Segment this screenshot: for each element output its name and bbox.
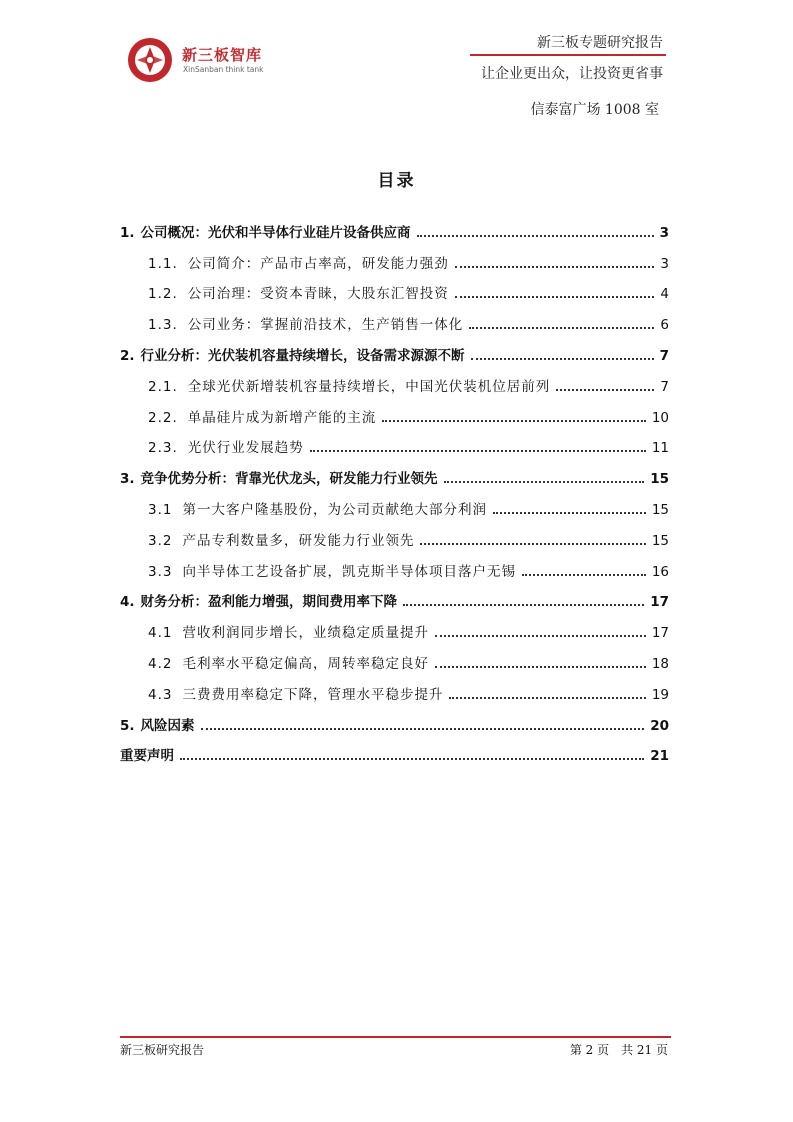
toc-item-number: 1.	[120, 224, 135, 241]
header-address: 信泰富广场 1008 室	[530, 102, 659, 118]
table-of-contents	[120, 210, 669, 764]
toc-page-number: 19	[651, 686, 669, 703]
toc-heading: 目录	[377, 171, 416, 191]
toc-page-number: 15	[650, 471, 669, 488]
toc-item-title: 第一大客户隆基股份，为公司贡献绝大部分利润	[182, 501, 487, 518]
toc-page-number: 21	[650, 748, 669, 765]
toc-page-number: 18	[651, 655, 669, 672]
toc-item-title: 向半导体工艺设备扩展，凯克斯半导体项目落户无锡	[182, 563, 516, 580]
toc-section-link[interactable]	[120, 210, 669, 241]
toc-page-number: 7	[659, 347, 669, 364]
toc-subsection-link[interactable]	[120, 672, 669, 703]
toc-item-title: 风险因素	[140, 717, 195, 734]
toc-item-number: 2.1.	[148, 378, 178, 395]
toc-item-title: 产品专利数量多，研发能力行业领先	[182, 532, 415, 549]
toc-dot-leader	[420, 543, 645, 545]
toc-item-title: 营收利润同步增长，业绩稳定质量提升	[182, 625, 429, 642]
toc-subsection-link[interactable]	[120, 518, 669, 549]
toc-item-number: 3.	[120, 471, 135, 488]
toc-item-number: 4.2	[148, 655, 173, 672]
toc-dot-leader	[455, 266, 655, 268]
toc-page-number: 17	[651, 625, 669, 642]
toc-subsection-link[interactable]	[120, 364, 669, 395]
header-divider	[470, 54, 666, 56]
toc-item-number: 1.2.	[148, 286, 178, 303]
toc-item-number: 3.3	[148, 563, 173, 580]
toc-dot-leader	[382, 420, 646, 422]
toc-item-number: 4.	[120, 594, 135, 611]
toc-item-title: 财务分析：盈利能力增强，期间费用率下降	[140, 594, 398, 611]
toc-item-title: 全球光伏新增装机容量持续增长，中国光伏装机位居前列	[187, 378, 551, 395]
toc-item-title: 公司业务：掌握前沿技术，生产销售一体化	[187, 317, 464, 334]
toc-page-number: 11	[651, 440, 669, 457]
toc-dot-leader	[417, 235, 654, 237]
toc-dot-leader	[310, 450, 646, 452]
toc-item-number: 2.2.	[148, 409, 178, 426]
toc-item-number: 1.1.	[148, 255, 178, 272]
toc-page-number: 17	[650, 594, 669, 611]
logo-subtitle: XinSanban think tank	[183, 65, 264, 74]
toc-subsection-link[interactable]	[120, 272, 669, 303]
toc-subsection-link[interactable]	[120, 610, 669, 641]
toc-item-number: 4.3	[148, 686, 173, 703]
toc-dot-leader	[556, 389, 654, 391]
toc-page-number: 15	[651, 532, 669, 549]
toc-subsection-link[interactable]	[120, 641, 669, 672]
toc-section-link[interactable]	[120, 456, 669, 487]
toc-page-number: 15	[651, 501, 669, 518]
toc-item-title: 重要声明	[120, 748, 174, 765]
toc-page-number: 7	[660, 378, 669, 395]
toc-section-link[interactable]	[120, 703, 669, 734]
toc-dot-leader	[435, 635, 646, 637]
toc-dot-leader	[180, 758, 644, 760]
toc-subsection-link[interactable]	[120, 302, 669, 333]
toc-page-number: 4	[660, 286, 669, 303]
brand-logo	[126, 36, 306, 84]
toc-item-number: 3.1	[148, 501, 173, 518]
toc-item-title: 公司简介：产品市占率高，研发能力强劲	[187, 255, 449, 272]
report-type: 新三板专题研究报告	[537, 35, 663, 51]
toc-item-number: 3.2	[148, 532, 173, 549]
toc-dot-leader	[493, 512, 646, 514]
toc-page-number: 20	[650, 717, 669, 734]
header-slogan: 让企业更出众，让投资更省事	[481, 66, 663, 82]
toc-item-title: 毛利率水平稳定偏高，周转率稳定良好	[182, 655, 429, 672]
toc-item-number: 1.3.	[148, 317, 178, 334]
toc-item-number: 4.1	[148, 625, 173, 642]
toc-page-number: 10	[651, 409, 669, 426]
toc-item-title: 公司概况：光伏和半导体行业硅片设备供应商	[140, 224, 411, 241]
toc-section-link[interactable]	[120, 580, 669, 611]
logo-emblem-icon	[126, 36, 174, 84]
toc-page-number: 3	[659, 224, 669, 241]
toc-subsection-link[interactable]	[120, 487, 669, 518]
toc-item-title: 行业分析：光伏装机容量持续增长，设备需求源源不断	[140, 347, 465, 364]
logo-name: 新三板智库	[182, 46, 263, 64]
toc-item-title: 公司治理：受资本青睐，大股东汇智投资	[187, 286, 449, 303]
toc-item-number: 5.	[120, 717, 135, 734]
toc-subsection-link[interactable]	[120, 395, 669, 426]
toc-dot-leader	[201, 728, 645, 730]
toc-dot-leader	[435, 666, 646, 668]
toc-item-title: 竞争优势分析：背靠光伏龙头，研发能力行业领先	[140, 471, 438, 488]
toc-dot-leader	[444, 481, 645, 483]
footer-report-name: 新三板研究报告	[120, 1043, 205, 1057]
toc-subsection-link[interactable]	[120, 549, 669, 580]
toc-item-title: 光伏行业发展趋势	[187, 440, 304, 457]
toc-subsection-link[interactable]	[120, 426, 669, 457]
toc-dot-leader	[449, 697, 645, 699]
toc-page-number: 3	[660, 255, 669, 272]
footer-page-info: 第 2 页 共 21 页	[569, 1043, 668, 1057]
footer-divider	[120, 1036, 671, 1038]
toc-item-number: 2.	[120, 347, 135, 364]
toc-page-number: 6	[660, 317, 669, 334]
toc-dot-leader	[455, 296, 655, 298]
toc-section-link[interactable]	[120, 333, 669, 364]
toc-subsection-link[interactable]	[120, 241, 669, 272]
toc-dot-leader	[403, 604, 644, 606]
toc-section-link[interactable]	[120, 734, 669, 765]
toc-item-title: 单晶硅片成为新增产能的主流	[187, 409, 377, 426]
toc-page-number: 16	[651, 563, 669, 580]
toc-dot-leader	[471, 358, 654, 360]
toc-dot-leader	[522, 574, 646, 576]
toc-dot-leader	[469, 327, 654, 329]
toc-item-title: 三费费用率稳定下降，管理水平稳步提升	[182, 686, 444, 703]
toc-item-number: 2.3.	[148, 440, 178, 457]
